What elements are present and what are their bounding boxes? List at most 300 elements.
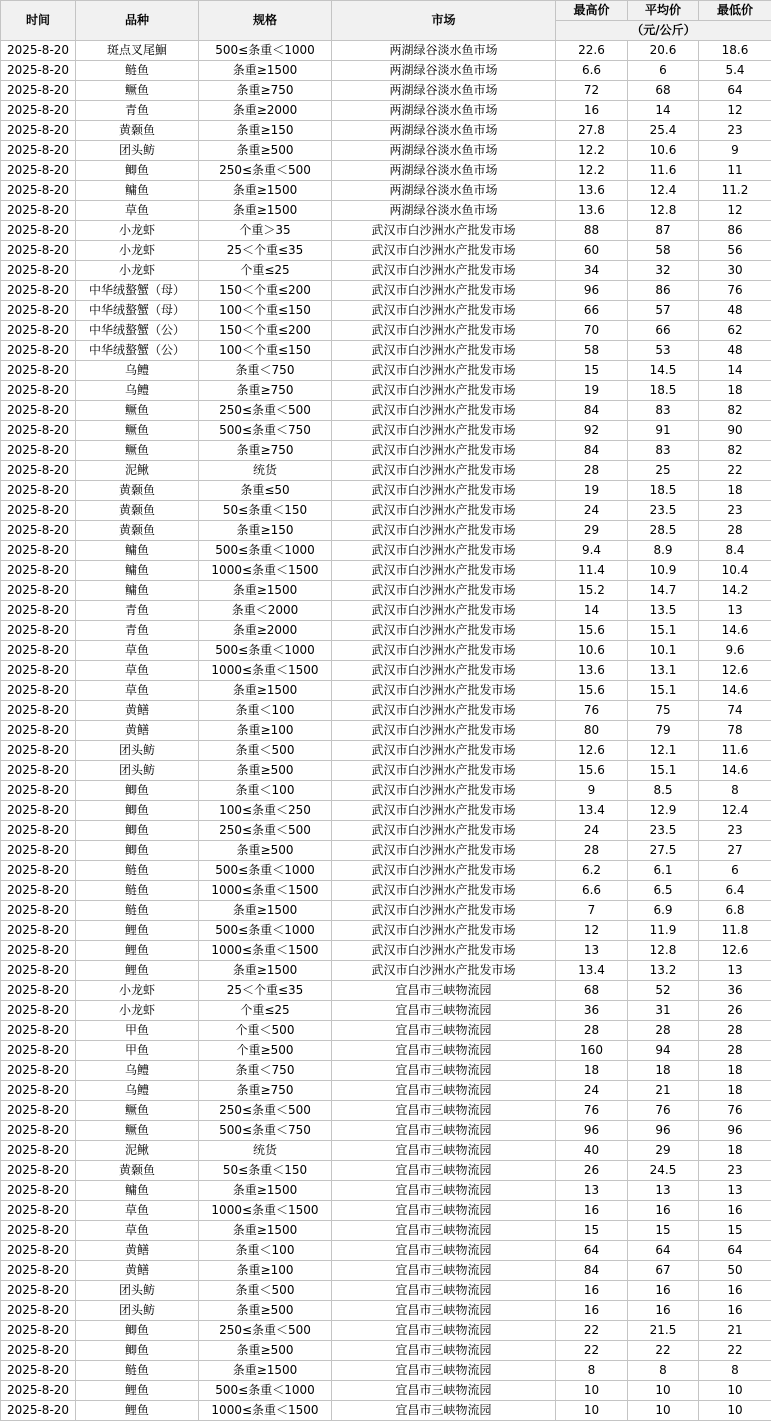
table-row bbox=[1, 321, 771, 341]
cell-variety: 黄鳝 bbox=[76, 701, 199, 721]
cell-date: 2025-8-20 bbox=[1, 701, 76, 721]
cell-max-price: 24 bbox=[556, 821, 628, 841]
cell-spec: 条重≥1500 bbox=[199, 901, 332, 921]
cell-date: 2025-8-20 bbox=[1, 1041, 76, 1061]
cell-avg-price: 28 bbox=[628, 1021, 699, 1041]
cell-market: 宜昌市三峡物流园 bbox=[332, 1021, 556, 1041]
cell-variety: 鳙鱼 bbox=[76, 541, 199, 561]
cell-spec: 条重≤50 bbox=[199, 481, 332, 501]
cell-max-price: 76 bbox=[556, 1101, 628, 1121]
cell-date: 2025-8-20 bbox=[1, 1001, 76, 1021]
cell-variety: 黄颡鱼 bbox=[76, 501, 199, 521]
cell-spec: 条重＜100 bbox=[199, 1241, 332, 1261]
cell-spec: 1000≤条重＜1500 bbox=[199, 1201, 332, 1221]
cell-max-price: 12.2 bbox=[556, 141, 628, 161]
cell-spec: 100≤条重＜250 bbox=[199, 801, 332, 821]
header-unit: （元/公斤） bbox=[556, 21, 771, 41]
cell-variety: 鲤鱼 bbox=[76, 1401, 199, 1421]
cell-variety: 鳜鱼 bbox=[76, 421, 199, 441]
cell-min-price: 16 bbox=[699, 1281, 771, 1301]
cell-variety: 鳙鱼 bbox=[76, 581, 199, 601]
cell-spec: 个重≤25 bbox=[199, 1001, 332, 1021]
cell-variety: 鲫鱼 bbox=[76, 801, 199, 821]
cell-variety: 小龙虾 bbox=[76, 221, 199, 241]
cell-min-price: 21 bbox=[699, 1321, 771, 1341]
cell-date: 2025-8-20 bbox=[1, 981, 76, 1001]
cell-spec: 50≤条重＜150 bbox=[199, 1161, 332, 1181]
cell-max-price: 15 bbox=[556, 361, 628, 381]
cell-min-price: 8.4 bbox=[699, 541, 771, 561]
cell-spec: 条重≥1500 bbox=[199, 1181, 332, 1201]
header-spec: 规格 bbox=[199, 1, 332, 41]
cell-avg-price: 21 bbox=[628, 1081, 699, 1101]
table-row bbox=[1, 1261, 771, 1281]
cell-date: 2025-8-20 bbox=[1, 301, 76, 321]
cell-date: 2025-8-20 bbox=[1, 1121, 76, 1141]
cell-avg-price: 8 bbox=[628, 1361, 699, 1381]
cell-max-price: 88 bbox=[556, 221, 628, 241]
cell-spec: 条重≥1500 bbox=[199, 201, 332, 221]
cell-avg-price: 28.5 bbox=[628, 521, 699, 541]
cell-spec: 150＜个重≤200 bbox=[199, 281, 332, 301]
cell-market: 武汉市白沙洲水产批发市场 bbox=[332, 901, 556, 921]
cell-date: 2025-8-20 bbox=[1, 821, 76, 841]
cell-min-price: 26 bbox=[699, 1001, 771, 1021]
cell-market: 武汉市白沙洲水产批发市场 bbox=[332, 561, 556, 581]
cell-variety: 鲢鱼 bbox=[76, 861, 199, 881]
cell-spec: 500≤条重＜1000 bbox=[199, 641, 332, 661]
cell-avg-price: 15.1 bbox=[628, 621, 699, 641]
table-row bbox=[1, 1161, 771, 1181]
cell-date: 2025-8-20 bbox=[1, 1221, 76, 1241]
cell-spec: 条重≥100 bbox=[199, 721, 332, 741]
cell-market: 宜昌市三峡物流园 bbox=[332, 1121, 556, 1141]
header-min-price: 最低价 bbox=[699, 1, 771, 21]
cell-date: 2025-8-20 bbox=[1, 361, 76, 381]
table-row bbox=[1, 81, 771, 101]
table-row bbox=[1, 421, 771, 441]
table-row bbox=[1, 761, 771, 781]
cell-min-price: 12 bbox=[699, 101, 771, 121]
cell-min-price: 23 bbox=[699, 821, 771, 841]
cell-market: 武汉市白沙洲水产批发市场 bbox=[332, 761, 556, 781]
cell-max-price: 9 bbox=[556, 781, 628, 801]
cell-max-price: 22 bbox=[556, 1341, 628, 1361]
cell-max-price: 16 bbox=[556, 101, 628, 121]
cell-max-price: 92 bbox=[556, 421, 628, 441]
cell-market: 宜昌市三峡物流园 bbox=[332, 1161, 556, 1181]
cell-avg-price: 10 bbox=[628, 1381, 699, 1401]
cell-market: 宜昌市三峡物流园 bbox=[332, 1041, 556, 1061]
cell-spec: 条重≥1500 bbox=[199, 61, 332, 81]
cell-min-price: 13 bbox=[699, 961, 771, 981]
cell-market: 武汉市白沙洲水产批发市场 bbox=[332, 741, 556, 761]
cell-max-price: 64 bbox=[556, 1241, 628, 1261]
cell-variety: 黄颡鱼 bbox=[76, 481, 199, 501]
cell-spec: 25＜个重≤35 bbox=[199, 981, 332, 1001]
cell-variety: 鲢鱼 bbox=[76, 881, 199, 901]
cell-date: 2025-8-20 bbox=[1, 801, 76, 821]
cell-variety: 黄鳝 bbox=[76, 1241, 199, 1261]
cell-min-price: 30 bbox=[699, 261, 771, 281]
cell-max-price: 12.6 bbox=[556, 741, 628, 761]
cell-date: 2025-8-20 bbox=[1, 1061, 76, 1081]
cell-spec: 1000≤条重＜1500 bbox=[199, 941, 332, 961]
cell-date: 2025-8-20 bbox=[1, 1281, 76, 1301]
header-market: 市场 bbox=[332, 1, 556, 41]
cell-market: 武汉市白沙洲水产批发市场 bbox=[332, 861, 556, 881]
table-row bbox=[1, 821, 771, 841]
cell-min-price: 14 bbox=[699, 361, 771, 381]
cell-max-price: 24 bbox=[556, 1081, 628, 1101]
table-header bbox=[1, 1, 771, 41]
cell-date: 2025-8-20 bbox=[1, 341, 76, 361]
cell-max-price: 13.6 bbox=[556, 661, 628, 681]
cell-min-price: 14.6 bbox=[699, 621, 771, 641]
table-row bbox=[1, 941, 771, 961]
cell-min-price: 36 bbox=[699, 981, 771, 1001]
cell-variety: 鳜鱼 bbox=[76, 401, 199, 421]
cell-market: 宜昌市三峡物流园 bbox=[332, 1321, 556, 1341]
cell-market: 宜昌市三峡物流园 bbox=[332, 1301, 556, 1321]
cell-spec: 条重＜750 bbox=[199, 1061, 332, 1081]
cell-variety: 鳜鱼 bbox=[76, 1101, 199, 1121]
cell-market: 两湖绿谷淡水鱼市场 bbox=[332, 101, 556, 121]
table-row bbox=[1, 1361, 771, 1381]
cell-spec: 100＜个重≤150 bbox=[199, 301, 332, 321]
cell-variety: 斑点叉尾鮰 bbox=[76, 41, 199, 61]
cell-spec: 25＜个重≤35 bbox=[199, 241, 332, 261]
table-row bbox=[1, 581, 771, 601]
cell-market: 武汉市白沙洲水产批发市场 bbox=[332, 281, 556, 301]
cell-max-price: 27.8 bbox=[556, 121, 628, 141]
cell-max-price: 16 bbox=[556, 1201, 628, 1221]
cell-max-price: 40 bbox=[556, 1141, 628, 1161]
cell-spec: 50≤条重＜150 bbox=[199, 501, 332, 521]
table-row bbox=[1, 241, 771, 261]
cell-market: 武汉市白沙洲水产批发市场 bbox=[332, 401, 556, 421]
cell-avg-price: 20.6 bbox=[628, 41, 699, 61]
cell-min-price: 6 bbox=[699, 861, 771, 881]
cell-min-price: 12 bbox=[699, 201, 771, 221]
cell-variety: 草鱼 bbox=[76, 641, 199, 661]
cell-spec: 条重≥2000 bbox=[199, 621, 332, 641]
cell-spec: 150＜个重≤200 bbox=[199, 321, 332, 341]
cell-min-price: 78 bbox=[699, 721, 771, 741]
cell-variety: 小龙虾 bbox=[76, 1001, 199, 1021]
cell-market: 武汉市白沙洲水产批发市场 bbox=[332, 261, 556, 281]
cell-market: 武汉市白沙洲水产批发市场 bbox=[332, 361, 556, 381]
table-row bbox=[1, 1101, 771, 1121]
table-row bbox=[1, 161, 771, 181]
cell-max-price: 6.6 bbox=[556, 881, 628, 901]
cell-avg-price: 23.5 bbox=[628, 501, 699, 521]
table-row bbox=[1, 781, 771, 801]
cell-min-price: 82 bbox=[699, 441, 771, 461]
cell-min-price: 18.6 bbox=[699, 41, 771, 61]
cell-min-price: 18 bbox=[699, 381, 771, 401]
cell-max-price: 16 bbox=[556, 1301, 628, 1321]
cell-spec: 个重≥500 bbox=[199, 1041, 332, 1061]
cell-avg-price: 11.6 bbox=[628, 161, 699, 181]
cell-market: 武汉市白沙洲水产批发市场 bbox=[332, 941, 556, 961]
table-row bbox=[1, 901, 771, 921]
table-row bbox=[1, 1121, 771, 1141]
cell-market: 宜昌市三峡物流园 bbox=[332, 1221, 556, 1241]
cell-avg-price: 16 bbox=[628, 1281, 699, 1301]
cell-market: 宜昌市三峡物流园 bbox=[332, 1061, 556, 1081]
cell-max-price: 10 bbox=[556, 1381, 628, 1401]
cell-min-price: 14.6 bbox=[699, 681, 771, 701]
cell-variety: 草鱼 bbox=[76, 661, 199, 681]
table-row bbox=[1, 881, 771, 901]
cell-avg-price: 6 bbox=[628, 61, 699, 81]
cell-variety: 鲤鱼 bbox=[76, 941, 199, 961]
cell-date: 2025-8-20 bbox=[1, 1341, 76, 1361]
cell-variety: 鳜鱼 bbox=[76, 81, 199, 101]
cell-market: 宜昌市三峡物流园 bbox=[332, 981, 556, 1001]
cell-avg-price: 87 bbox=[628, 221, 699, 241]
cell-spec: 500≤条重＜1000 bbox=[199, 41, 332, 61]
cell-date: 2025-8-20 bbox=[1, 1301, 76, 1321]
cell-market: 武汉市白沙洲水产批发市场 bbox=[332, 621, 556, 641]
cell-date: 2025-8-20 bbox=[1, 841, 76, 861]
cell-avg-price: 11.9 bbox=[628, 921, 699, 941]
cell-min-price: 48 bbox=[699, 341, 771, 361]
cell-avg-price: 22 bbox=[628, 1341, 699, 1361]
cell-date: 2025-8-20 bbox=[1, 281, 76, 301]
cell-avg-price: 12.1 bbox=[628, 741, 699, 761]
cell-max-price: 68 bbox=[556, 981, 628, 1001]
cell-date: 2025-8-20 bbox=[1, 141, 76, 161]
cell-avg-price: 83 bbox=[628, 401, 699, 421]
cell-date: 2025-8-20 bbox=[1, 1081, 76, 1101]
cell-market: 两湖绿谷淡水鱼市场 bbox=[332, 141, 556, 161]
cell-spec: 条重≥100 bbox=[199, 1261, 332, 1281]
cell-spec: 条重＜100 bbox=[199, 701, 332, 721]
cell-variety: 黄颡鱼 bbox=[76, 121, 199, 141]
table-row bbox=[1, 41, 771, 61]
cell-spec: 250≤条重＜500 bbox=[199, 1321, 332, 1341]
cell-variety: 鲫鱼 bbox=[76, 161, 199, 181]
table-row bbox=[1, 501, 771, 521]
cell-min-price: 18 bbox=[699, 481, 771, 501]
cell-avg-price: 10.9 bbox=[628, 561, 699, 581]
cell-avg-price: 83 bbox=[628, 441, 699, 461]
cell-variety: 团头鲂 bbox=[76, 761, 199, 781]
cell-market: 宜昌市三峡物流园 bbox=[332, 1081, 556, 1101]
cell-market: 两湖绿谷淡水鱼市场 bbox=[332, 161, 556, 181]
cell-max-price: 10.6 bbox=[556, 641, 628, 661]
cell-date: 2025-8-20 bbox=[1, 1241, 76, 1261]
table-row bbox=[1, 1181, 771, 1201]
cell-min-price: 8 bbox=[699, 781, 771, 801]
table-row bbox=[1, 61, 771, 81]
table-row bbox=[1, 1081, 771, 1101]
cell-min-price: 18 bbox=[699, 1141, 771, 1161]
cell-variety: 小龙虾 bbox=[76, 261, 199, 281]
cell-market: 武汉市白沙洲水产批发市场 bbox=[332, 961, 556, 981]
cell-avg-price: 16 bbox=[628, 1301, 699, 1321]
cell-avg-price: 13.2 bbox=[628, 961, 699, 981]
table-row bbox=[1, 981, 771, 1001]
cell-avg-price: 6.1 bbox=[628, 861, 699, 881]
table-row bbox=[1, 221, 771, 241]
cell-variety: 黄鳝 bbox=[76, 1261, 199, 1281]
cell-max-price: 76 bbox=[556, 701, 628, 721]
cell-variety: 泥鳅 bbox=[76, 1141, 199, 1161]
cell-variety: 中华绒螯蟹（母） bbox=[76, 281, 199, 301]
cell-max-price: 13 bbox=[556, 1181, 628, 1201]
cell-min-price: 74 bbox=[699, 701, 771, 721]
cell-market: 宜昌市三峡物流园 bbox=[332, 1381, 556, 1401]
cell-max-price: 28 bbox=[556, 1021, 628, 1041]
cell-date: 2025-8-20 bbox=[1, 381, 76, 401]
cell-avg-price: 57 bbox=[628, 301, 699, 321]
cell-date: 2025-8-20 bbox=[1, 961, 76, 981]
cell-variety: 乌鳢 bbox=[76, 361, 199, 381]
cell-date: 2025-8-20 bbox=[1, 1201, 76, 1221]
cell-avg-price: 12.9 bbox=[628, 801, 699, 821]
cell-market: 两湖绿谷淡水鱼市场 bbox=[332, 181, 556, 201]
table-row bbox=[1, 301, 771, 321]
table-row bbox=[1, 1281, 771, 1301]
cell-market: 武汉市白沙洲水产批发市场 bbox=[332, 601, 556, 621]
cell-min-price: 11.6 bbox=[699, 741, 771, 761]
cell-variety: 小龙虾 bbox=[76, 981, 199, 1001]
cell-avg-price: 32 bbox=[628, 261, 699, 281]
cell-min-price: 12.6 bbox=[699, 941, 771, 961]
cell-min-price: 62 bbox=[699, 321, 771, 341]
cell-avg-price: 13.1 bbox=[628, 661, 699, 681]
cell-min-price: 86 bbox=[699, 221, 771, 241]
cell-avg-price: 91 bbox=[628, 421, 699, 441]
cell-variety: 团头鲂 bbox=[76, 141, 199, 161]
cell-max-price: 34 bbox=[556, 261, 628, 281]
table-row bbox=[1, 841, 771, 861]
cell-variety: 鲢鱼 bbox=[76, 61, 199, 81]
cell-avg-price: 96 bbox=[628, 1121, 699, 1141]
cell-variety: 黄颡鱼 bbox=[76, 521, 199, 541]
cell-market: 宜昌市三峡物流园 bbox=[332, 1241, 556, 1261]
cell-date: 2025-8-20 bbox=[1, 501, 76, 521]
cell-max-price: 22.6 bbox=[556, 41, 628, 61]
cell-avg-price: 10.1 bbox=[628, 641, 699, 661]
cell-max-price: 160 bbox=[556, 1041, 628, 1061]
cell-market: 宜昌市三峡物流园 bbox=[332, 1361, 556, 1381]
cell-min-price: 48 bbox=[699, 301, 771, 321]
cell-market: 武汉市白沙洲水产批发市场 bbox=[332, 481, 556, 501]
cell-date: 2025-8-20 bbox=[1, 661, 76, 681]
table-row bbox=[1, 1241, 771, 1261]
cell-market: 武汉市白沙洲水产批发市场 bbox=[332, 321, 556, 341]
cell-spec: 500≤条重＜750 bbox=[199, 421, 332, 441]
table-row bbox=[1, 181, 771, 201]
cell-avg-price: 27.5 bbox=[628, 841, 699, 861]
cell-avg-price: 24.5 bbox=[628, 1161, 699, 1181]
cell-variety: 鳜鱼 bbox=[76, 1121, 199, 1141]
cell-market: 宜昌市三峡物流园 bbox=[332, 1341, 556, 1361]
cell-spec: 条重≥150 bbox=[199, 521, 332, 541]
cell-min-price: 11.8 bbox=[699, 921, 771, 941]
cell-market: 武汉市白沙洲水产批发市场 bbox=[332, 461, 556, 481]
cell-variety: 乌鳢 bbox=[76, 1061, 199, 1081]
cell-spec: 500≤条重＜1000 bbox=[199, 541, 332, 561]
cell-market: 武汉市白沙洲水产批发市场 bbox=[332, 841, 556, 861]
header-avg-price: 平均价 bbox=[628, 1, 699, 21]
cell-max-price: 28 bbox=[556, 461, 628, 481]
cell-avg-price: 67 bbox=[628, 1261, 699, 1281]
cell-spec: 条重＜750 bbox=[199, 361, 332, 381]
cell-spec: 条重≥500 bbox=[199, 841, 332, 861]
cell-date: 2025-8-20 bbox=[1, 1101, 76, 1121]
cell-market: 武汉市白沙洲水产批发市场 bbox=[332, 381, 556, 401]
cell-spec: 条重≥1500 bbox=[199, 681, 332, 701]
cell-max-price: 10 bbox=[556, 1401, 628, 1421]
cell-avg-price: 8.9 bbox=[628, 541, 699, 561]
table-row bbox=[1, 441, 771, 461]
cell-variety: 鲢鱼 bbox=[76, 901, 199, 921]
cell-avg-price: 25 bbox=[628, 461, 699, 481]
cell-min-price: 27 bbox=[699, 841, 771, 861]
cell-variety: 鲫鱼 bbox=[76, 1321, 199, 1341]
cell-spec: 个重＜500 bbox=[199, 1021, 332, 1041]
table-row bbox=[1, 1141, 771, 1161]
cell-max-price: 6.6 bbox=[556, 61, 628, 81]
cell-max-price: 60 bbox=[556, 241, 628, 261]
cell-spec: 100＜个重≤150 bbox=[199, 341, 332, 361]
cell-market: 两湖绿谷淡水鱼市场 bbox=[332, 121, 556, 141]
table-row bbox=[1, 601, 771, 621]
table-row bbox=[1, 461, 771, 481]
cell-market: 两湖绿谷淡水鱼市场 bbox=[332, 41, 556, 61]
table-row bbox=[1, 121, 771, 141]
table-row bbox=[1, 861, 771, 881]
cell-avg-price: 6.5 bbox=[628, 881, 699, 901]
cell-date: 2025-8-20 bbox=[1, 1161, 76, 1181]
table-row bbox=[1, 1401, 771, 1421]
cell-date: 2025-8-20 bbox=[1, 881, 76, 901]
cell-spec: 条重＜2000 bbox=[199, 601, 332, 621]
cell-variety: 鳙鱼 bbox=[76, 1181, 199, 1201]
cell-max-price: 58 bbox=[556, 341, 628, 361]
header-max-price: 最高价 bbox=[556, 1, 628, 21]
cell-market: 武汉市白沙洲水产批发市场 bbox=[332, 921, 556, 941]
cell-variety: 黄鳝 bbox=[76, 721, 199, 741]
cell-min-price: 9.6 bbox=[699, 641, 771, 661]
cell-variety: 鲢鱼 bbox=[76, 1361, 199, 1381]
cell-avg-price: 12.8 bbox=[628, 201, 699, 221]
table-row bbox=[1, 481, 771, 501]
cell-min-price: 6.4 bbox=[699, 881, 771, 901]
cell-market: 武汉市白沙洲水产批发市场 bbox=[332, 221, 556, 241]
cell-spec: 统货 bbox=[199, 1141, 332, 1161]
cell-market: 宜昌市三峡物流园 bbox=[332, 1001, 556, 1021]
cell-avg-price: 29 bbox=[628, 1141, 699, 1161]
cell-max-price: 24 bbox=[556, 501, 628, 521]
table-row bbox=[1, 281, 771, 301]
cell-variety: 鲫鱼 bbox=[76, 841, 199, 861]
cell-min-price: 23 bbox=[699, 501, 771, 521]
cell-spec: 条重≥1500 bbox=[199, 961, 332, 981]
cell-market: 武汉市白沙洲水产批发市场 bbox=[332, 681, 556, 701]
cell-date: 2025-8-20 bbox=[1, 461, 76, 481]
table-row bbox=[1, 561, 771, 581]
cell-market: 武汉市白沙洲水产批发市场 bbox=[332, 641, 556, 661]
cell-spec: 条重≥500 bbox=[199, 1301, 332, 1321]
cell-spec: 条重≥500 bbox=[199, 1341, 332, 1361]
cell-min-price: 12.4 bbox=[699, 801, 771, 821]
